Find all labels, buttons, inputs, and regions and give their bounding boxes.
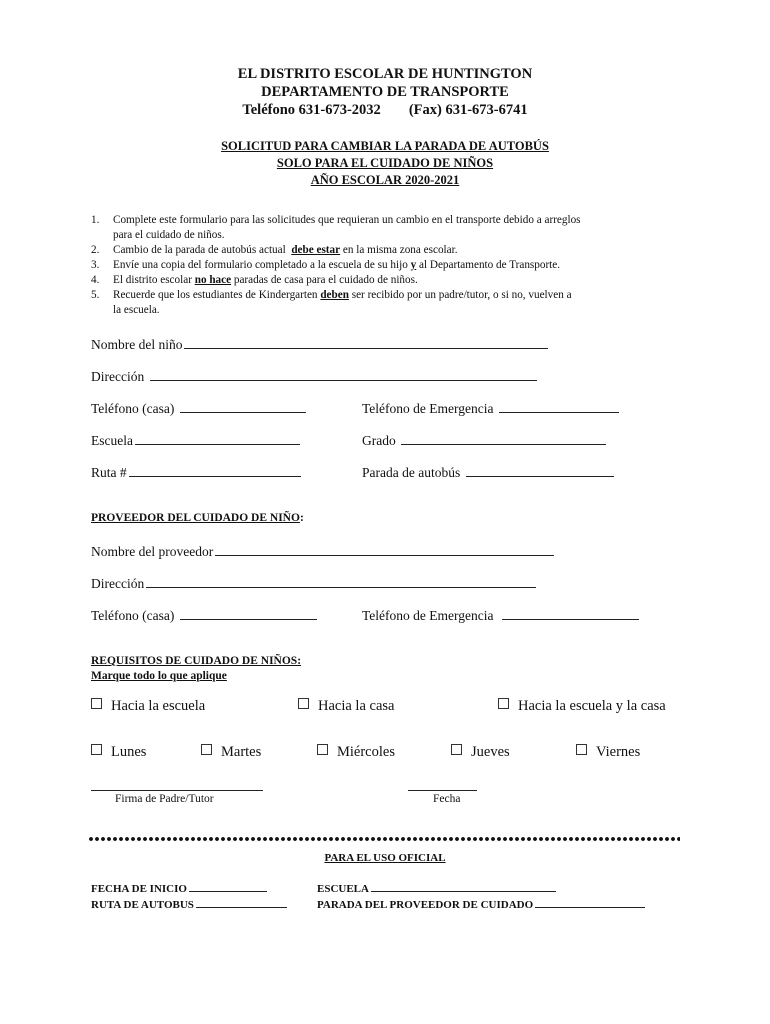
checkbox-icon[interactable] [91, 698, 102, 709]
checkbox-icon[interactable] [576, 744, 587, 755]
route-line[interactable] [129, 464, 301, 477]
official-provider-stop: PARADA DEL PROVEEDOR DE CUIDADO [317, 897, 645, 911]
checkbox-friday[interactable]: Viernes [576, 744, 640, 761]
child-address-field[interactable]: Dirección [91, 368, 537, 385]
route-field[interactable]: Ruta # [91, 464, 301, 481]
checkbox-to-home[interactable]: Hacia la casa [298, 698, 394, 715]
checkbox-to-school[interactable]: Hacia la escuela [91, 698, 205, 715]
provider-home-phone-field[interactable]: Teléfono (casa) [91, 607, 317, 624]
checkbox-tuesday[interactable]: Martes [201, 744, 261, 761]
form-title: SOLICITUD PARA CAMBIAR LA PARADA DE AUTOBÚS [221, 139, 549, 153]
instructions-list: 1. Complete este formulario para las solicitudes que requieran un cambio en el transporte debido a arreglos para el cuidado de niños. 2. Cambio de la parada de autobús actual debe estar en la misma zona escolar. 3. Envíe una copia del formulario completado a la escuela de su hijo y al Departamento de Transporte. 4. El distrito escolar no hace paradas de casa para el cuidado de niños. 5. Recuerde que los estudiantes de Kindergarten deben ser recibido por un padre/tutor, o si no, vuelven a la escuela. [91, 214, 581, 316]
checkbox-icon[interactable] [91, 744, 102, 755]
requirements-section-title: REQUISITOS DE CUIDADO DE NIÑOS: [91, 655, 302, 667]
child-name-line[interactable] [184, 336, 548, 349]
provider-address-line[interactable] [146, 575, 536, 588]
phone-number: Teléfono 631-673-2032 [242, 102, 381, 118]
child-home-phone-field[interactable]: Teléfono (casa) [91, 400, 306, 417]
checkbox-icon[interactable] [201, 744, 212, 755]
department-name: DEPARTAMENTO DE TRANSPORTE [261, 84, 509, 100]
bus-route-line [196, 897, 287, 908]
contact-line [0, 102, 770, 119]
provider-emergency-phone-field[interactable]: Teléfono de Emergencia [362, 607, 639, 624]
grade-line[interactable] [401, 432, 606, 445]
child-name-field[interactable]: Nombre del niño [91, 336, 548, 353]
form-subtitle: SOLO PARA EL CUIDADO DE NIÑOS [276, 156, 494, 170]
signature-label: Firma de Padre/Tutor [115, 793, 214, 805]
date-label: Fecha [433, 793, 461, 805]
checkbox-icon[interactable] [498, 698, 509, 709]
school-field[interactable]: Escuela [91, 432, 300, 449]
grade-field[interactable]: Grado [362, 432, 606, 449]
checkbox-wednesday[interactable]: Miércoles [317, 744, 395, 761]
provider-name-line[interactable] [215, 543, 554, 556]
provider-emergency-phone-line[interactable] [502, 607, 639, 620]
school-year: AÑO ESCOLAR 2020-2021 [310, 173, 460, 187]
child-emergency-phone-field[interactable]: Teléfono de Emergencia [362, 400, 619, 417]
date-line[interactable] [408, 790, 477, 791]
provider-stop-line [535, 897, 645, 908]
checkbox-to-school-and-home[interactable]: Hacia la escuela y la casa [498, 698, 666, 715]
child-address-line[interactable] [150, 368, 537, 381]
official-start-date: FECHA DE INICIO [91, 881, 267, 895]
child-emergency-phone-line[interactable] [499, 400, 619, 413]
checkbox-icon[interactable] [451, 744, 462, 755]
checkbox-thursday[interactable]: Jueves [451, 744, 510, 761]
dotted-separator [88, 837, 680, 841]
bus-stop-field[interactable]: Parada de autobús [362, 464, 614, 481]
official-school: ESCUELA [317, 881, 556, 895]
checkbox-monday[interactable]: Lunes [91, 744, 146, 761]
bus-stop-line[interactable] [466, 464, 614, 477]
official-school-line [371, 881, 556, 892]
official-bus-route: RUTA DE AUTOBUS [91, 897, 287, 911]
school-line[interactable] [135, 432, 300, 445]
provider-section-title: PROVEEDOR DEL CUIDADO DE NIÑO: [91, 512, 304, 524]
start-date-line [189, 881, 267, 892]
district-name: EL DISTRITO ESCOLAR DE HUNTINGTON [237, 66, 533, 82]
fax-number: (Fax) 631-673-6741 [408, 102, 528, 118]
provider-name-field[interactable]: Nombre del proveedor [91, 543, 554, 560]
signature-line[interactable] [91, 790, 263, 791]
provider-address-field[interactable]: Dirección [91, 575, 536, 592]
child-home-phone-line[interactable] [180, 400, 306, 413]
checkbox-icon[interactable] [298, 698, 309, 709]
requirements-subtitle: Marque todo lo que aplique [91, 670, 227, 682]
official-use-title: PARA EL USO OFICIAL [324, 852, 446, 864]
provider-home-phone-line[interactable] [180, 607, 317, 620]
checkbox-icon[interactable] [317, 744, 328, 755]
